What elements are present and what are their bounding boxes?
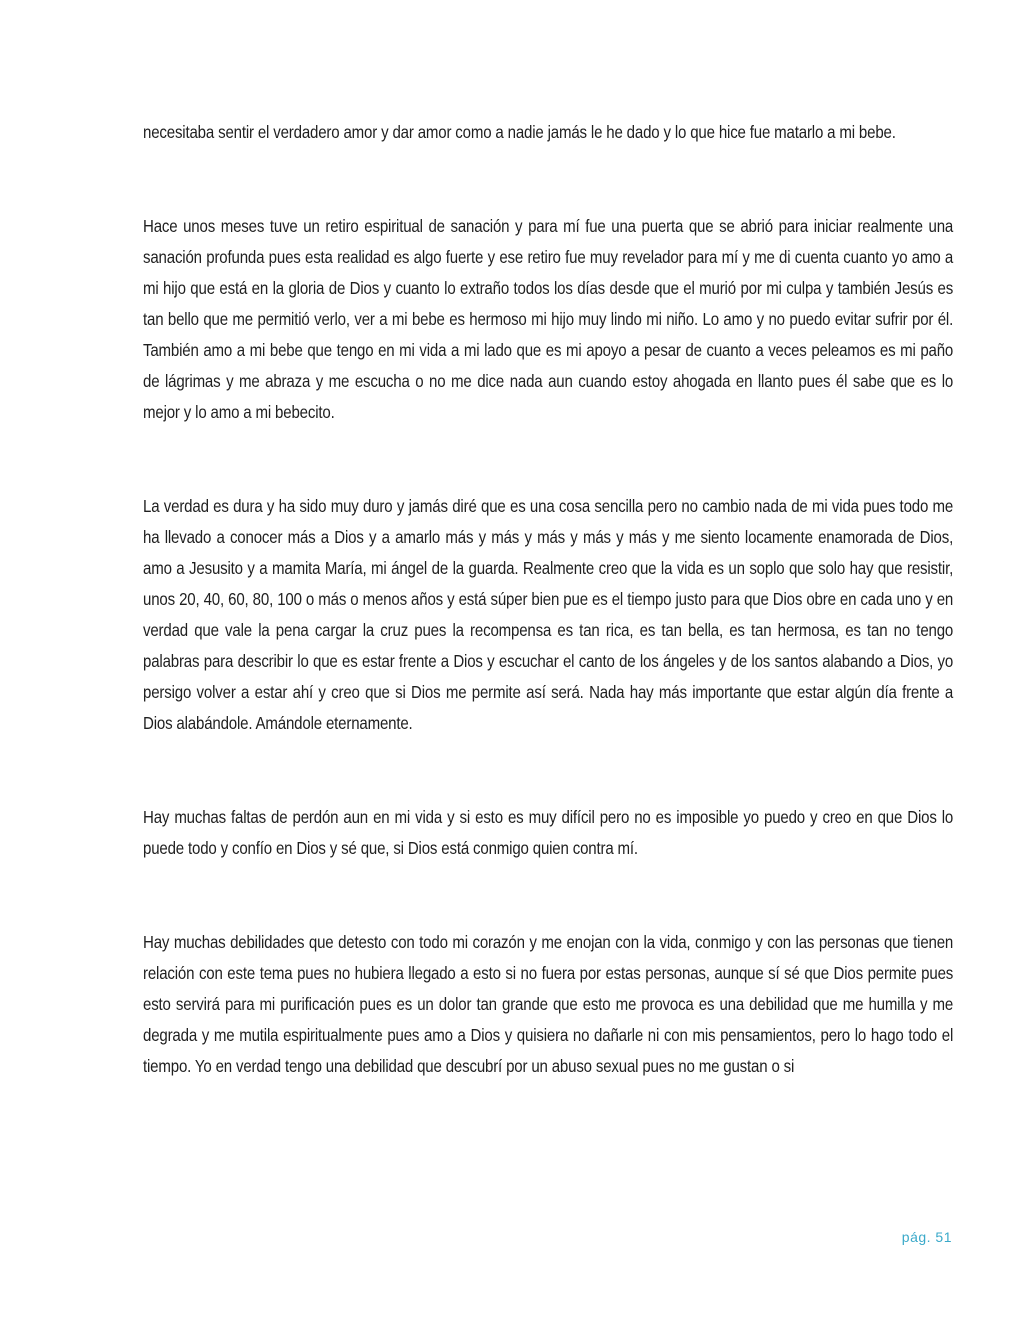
body-text bbox=[143, 117, 953, 1145]
paragraph-3: La verdad es dura y ha sido muy duro y jamás diré que es una cosa sencilla pero no cambio nada de mi vida pues todo me ha llevado a conocer más a Dios y a amarlo más y más y más y más y más y me siento locamente enamorada de Dios, amo a Jesusito y a mamita María, mi ángel de la guarda. Realmente creo que la vida es un soplo que solo hay que resistir, unos 20, 40, 60, 80, 100 o más o menos años y está súper bien pue es el tiempo justo para que Dios obre en cada uno y en verdad que vale la pena cargar la cruz pues la recompensa es tan rica, es tan bella, es tan hermosa, es tan no tengo palabras para describir lo que es estar frente a Dios y escuchar el canto de los ángeles y de los santos alabando a Dios, yo persigo volver a estar ahí y creo que si Dios me permite así será. Nada hay más importante que estar algún día frente a Dios alabándole. Amándole eternamente. bbox=[143, 496, 954, 733]
paragraph-1: necesitaba sentir el verdadero amor y dar amor como a nadie jamás le he dado y lo que hice fue matarlo a mi bebe. bbox=[143, 122, 896, 142]
paragraph-4: Hay muchas faltas de perdón aun en mi vida y si esto es muy difícil pero no es imposible yo puedo y creo en que Dios lo puede todo y confío en Dios y sé que, si Dios está conmigo quien contra mí. bbox=[143, 807, 954, 858]
page-number: pág. 51 bbox=[901, 1229, 952, 1245]
paragraph-2: Hace unos meses tuve un retiro espiritual de sanación y para mí fue una puerta que se abrió para iniciar realmente una sanación profunda pues esta realidad es algo fuerte y ese retiro fue muy revelador para mí y me di cuenta cuanto yo amo a mi hijo que está en la gloria de Dios y cuanto lo extraño todos los días desde que el murió por mi culpa y también Jesús es tan bello que me permitió verlo, ver a mi bebe es hermoso mi hijo muy lindo mi niño. Lo amo y no puedo evitar sufrir por él. También amo a mi bebe que tengo en mi vida a mi lado que es mi apoyo a pesar de cuanto a veces peleamos es mi paño de lágrimas y me abraza y me escucha o no me dice nada aun cuando estoy ahogada en llanto pues él sabe que es lo mejor y lo amo a mi bebecito. bbox=[143, 216, 954, 422]
paragraph-5: Hay muchas debilidades que detesto con todo mi corazón y me enojan con la vida, conmigo y con las personas que tienen relación con este tema pues no hubiera llegado a esto si no fuera por estas personas, aunque sí sé que Dios permite pues esto servirá para mi purificación pues es un dolor tan grande que esto me provoca es una debilidad que me humilla y me degrada y me mutila espiritualmente pues amo a Dios y quisiera no dañarle ni con mis pensamientos, pero lo hago todo el tiempo. Yo en verdad tengo una debilidad que descubrí por un abuso sexual pues no me gustan o si bbox=[143, 932, 954, 1076]
